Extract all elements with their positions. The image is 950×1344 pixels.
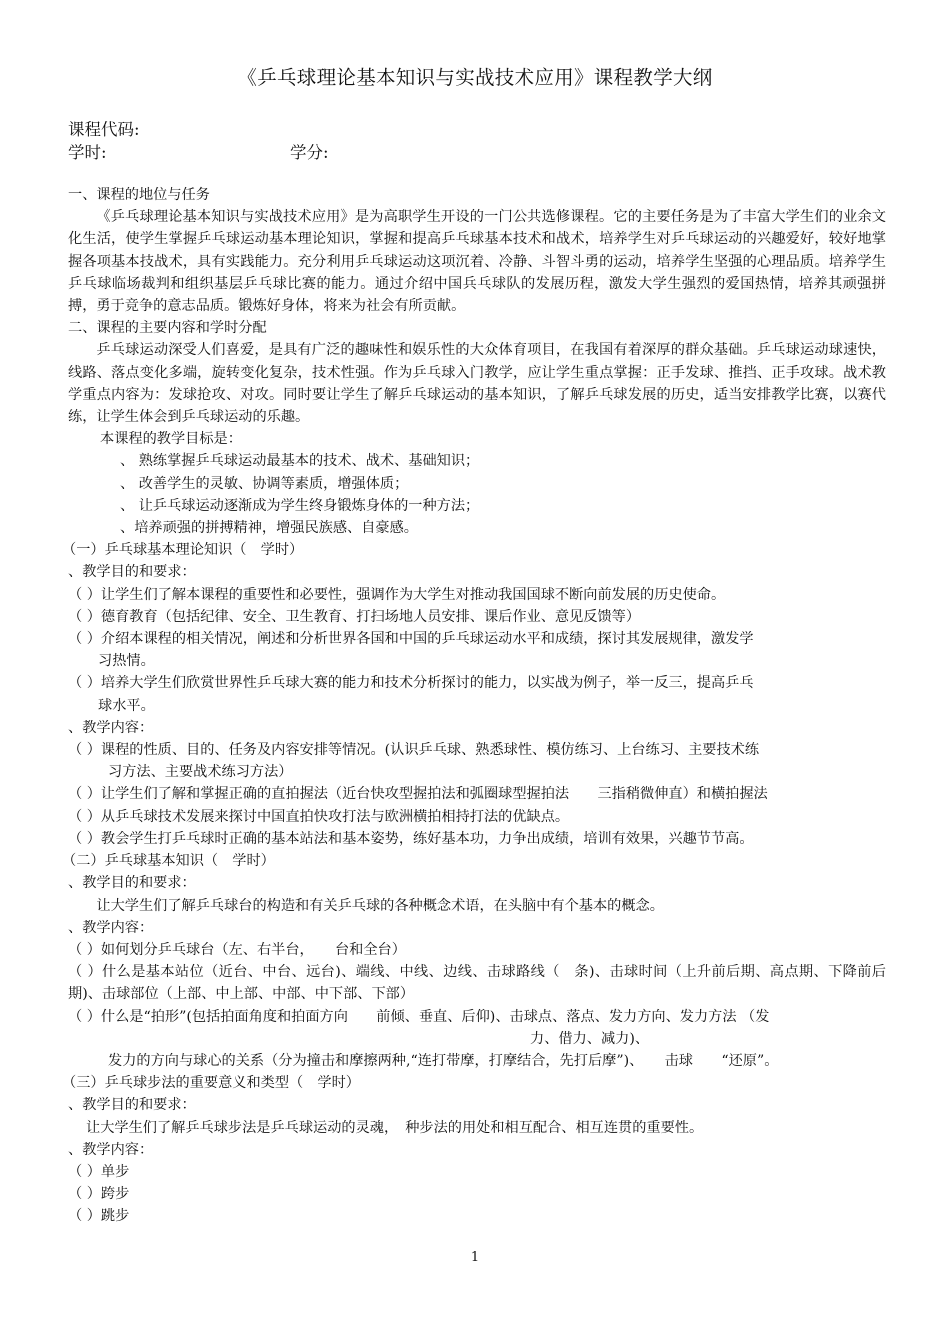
paragraph: 让大学生们了解乒乓球步法是乒乓球运动的灵魂， 种步法的用处和相互配合、相互连贯的重要性。	[86, 1119, 704, 1136]
objective-item: 、 改善学生的灵敏、协调等素质，增强体质；	[120, 475, 409, 492]
document-title: 《乒乓球理论基本知识与实战技术应用》课程教学大纲	[237, 66, 713, 89]
subheading: 、教学目的和要求：	[68, 875, 196, 892]
objectives-intro: 本课程的教学目标是：	[100, 431, 242, 448]
course-hours-label: 学时:	[68, 143, 107, 162]
subheading: 、教学内容：	[68, 1141, 154, 1158]
list-item: （ ）单步	[68, 1163, 130, 1180]
unit-heading-3: （三）乒乓球步法的重要意义和类型（ 学时）	[62, 1075, 360, 1092]
subheading: 、教学内容：	[68, 919, 154, 936]
list-item: （ ）跳步	[68, 1208, 130, 1225]
list-item-continuation: 力、借力、减力)、	[530, 1030, 650, 1047]
paragraph: 让大学生们了解乒乓球台的构造和有关乒乓球的各种概念术语，在头脑中有个基本的概念。	[96, 897, 664, 914]
list-item: （ ）培养大学生们欣赏世界性乒乓球大赛的能力和技术分析探讨的能力，以实战为例子，举一反三，提高乒乓	[68, 675, 754, 692]
unit-heading-2: （二）乒乓球基本知识（ 学时）	[62, 853, 275, 870]
unit-heading-1: （一）乒乓球基本理论知识（ 学时）	[62, 542, 304, 559]
document-body	[62, 184, 886, 1228]
list-item: （ ）让学生们了解本课程的重要性和必要性，强调作为大学生对推动我国国球不断向前发展的历史使命。	[68, 586, 726, 603]
list-item-continuation: 习方法、主要战术练习方法）	[108, 764, 293, 781]
paragraph-course-role: 《乒乓球理论基本知识与实战技术应用》是为高职学生开设的一门公共选修课程。它的主要任务是为了丰富大学生们的业余文化生活，使学生掌握乒乓球运动基本理论知识，掌握和提高乒乓球基本技术和战术，培养学生对乒乓球运动的兴趣爱好，较好地掌握各项基本技战术，具有实践能力。充分利用乒乓球运动这项沉着、冷静、斗智斗勇的运动，培养学生坚强的心理品质。培养学生乒乓球临场裁判和组织基层乒乓球比赛的能力。通过介绍中国兵乓球队的发展历程，激发大学生强烈的爱国热情，培养其顽强拼搏，勇于竞争的意志品质。锻炼好身体，将来为社会有所贡献。	[68, 209, 886, 315]
course-credits-label: 学分:	[290, 143, 329, 162]
subheading: 、教学目的和要求：	[68, 1097, 196, 1114]
subheading: 、教学内容：	[68, 719, 154, 736]
list-item: （ ）介绍本课程的相关情况，阐述和分析世界各国和中国的乒乓球运动水平和成绩，探讨其发展规律，激发学	[68, 631, 754, 648]
list-item: （ ）从乒乓球技术发展来探讨中国直拍快攻打法与欧洲横拍相持打法的优缺点。	[68, 808, 570, 825]
list-item: （ ）德育教育（包括纪律、安全、卫生教育、打扫场地人员安排、课后作业、意见反馈等）	[68, 608, 641, 625]
list-item: （ ）让学生们了解和掌握正确的直拍握法（近台快攻型握拍法和弧圈球型握拍法 三指稍微伸直）和横拍握法	[68, 786, 768, 803]
page-number: 1	[470, 1250, 480, 1265]
list-item-continuation: 球水平。	[98, 697, 155, 714]
list-item-continuation: 发力的方向与球心的关系（分为撞击和摩擦两种,“连打带摩，打摩结合，先打后摩”)、 击球 “还原”。	[108, 1052, 779, 1069]
subheading: 、教学目的和要求：	[68, 564, 196, 581]
list-item: （ ）教会学生打乒乓球时正确的基本站法和基本姿势，练好基本功，力争出成绩，培训有效果，兴趣节节高。	[68, 830, 754, 847]
list-item-continuation: 习热情。	[98, 653, 155, 670]
list-item: （ ）什么是基本站位（近台、中台、远台)、端线、中线、边线、击球路线（ 条)、击球时间（上升前后期、高点期、下降前后期)、击球部位（上部、中上部、中部、中下部、下部）	[68, 964, 886, 1003]
objective-item: 、培养顽强的拼搏精神，增强民族感、自豪感。	[120, 520, 418, 537]
course-code-label: 课程代码:	[68, 120, 140, 139]
paragraph-course-content: 乒乓球运动深受人们喜爱，是具有广泛的趣味性和娱乐性的大众体育项目，在我国有着深厚的群众基础。乒乓球运动球速快，线路、落点变化多端，旋转变化复杂，技术性强。作为乒乓球入门教学，应让学生重点掌握：正手发球、推挡、正手攻球。战术教学重点内容为：发球抢攻、对攻。同时要让学生了解乒乓球运动的基本知识，了解乒乓球发展的历史，适当安排教学比赛，以赛代练，让学生体会到乒乓球运动的乐趣。	[68, 342, 886, 426]
list-item: （ ）课程的性质、目的、任务及内容安排等情况。(认识乒乓球、熟悉球性、模仿练习、上台练习、主要技术练	[68, 742, 760, 759]
section-heading-1: 一、课程的地位与任务	[68, 187, 210, 203]
list-item: （ ）跨步	[68, 1186, 130, 1203]
list-item: （ ）什么是“拍形”(包括拍面角度和拍面方向 前倾、垂直、后仰)、击球点、落点、发力方向、发力方法 （发	[68, 1008, 770, 1025]
list-item: （ ）如何划分乒乓球台（左、右半台， 台和全台）	[68, 941, 406, 958]
section-heading-2: 二、课程的主要内容和学时分配	[68, 320, 267, 337]
objective-item: 、 让乒乓球运动逐渐成为学生终身锻炼身体的一种方法；	[120, 497, 480, 514]
objective-item: 、 熟练掌握乒乓球运动最基本的技术、战术、基础知识；	[120, 453, 480, 470]
